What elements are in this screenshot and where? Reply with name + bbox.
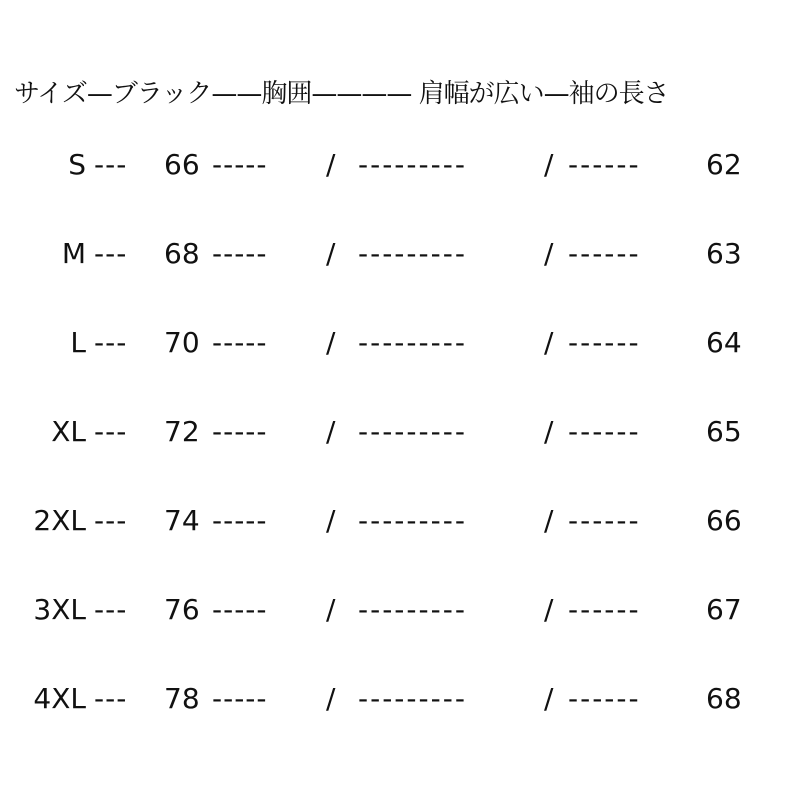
separator-dashes: ------ [568, 237, 641, 270]
chest-value: 74 [164, 504, 200, 537]
separator-dashes: ----- [212, 593, 268, 626]
separator-dashes: ----- [212, 504, 268, 537]
separator-dashes: ----- [212, 682, 268, 715]
size-label: 4XL [33, 682, 86, 715]
shoulder-value: / [326, 415, 336, 448]
separator-dashes: --- [94, 682, 128, 715]
size-row-l [0, 323, 800, 363]
size-row-m [0, 234, 800, 274]
separator-dashes: ------ [568, 148, 641, 181]
separator-dashes: --------- [358, 237, 467, 270]
shoulder-value: / [326, 682, 336, 715]
shoulder-alt-value: / [544, 593, 554, 626]
size-label: XL [51, 415, 86, 448]
chest-value: 72 [164, 415, 200, 448]
shoulder-value: / [326, 593, 336, 626]
chest-value: 76 [164, 593, 200, 626]
separator-dashes: --- [94, 237, 128, 270]
separator-dashes: ----- [212, 148, 268, 181]
separator-dashes: --------- [358, 326, 467, 359]
sleeve-value: 62 [706, 148, 742, 181]
shoulder-alt-value: / [544, 504, 554, 537]
sleeve-value: 64 [706, 326, 742, 359]
size-row-4xl [0, 679, 800, 719]
chest-value: 78 [164, 682, 200, 715]
size-label: L [70, 326, 86, 359]
size-label: M [61, 237, 86, 270]
separator-dashes: --- [94, 504, 128, 537]
size-label: 2XL [33, 504, 86, 537]
shoulder-alt-value: / [544, 148, 554, 181]
separator-dashes: ----- [212, 415, 268, 448]
separator-dashes: --- [94, 148, 128, 181]
separator-dashes: --- [94, 326, 128, 359]
separator-dashes: --------- [358, 415, 467, 448]
chest-value: 70 [164, 326, 200, 359]
size-row-2xl [0, 501, 800, 541]
chest-value: 68 [164, 237, 200, 270]
shoulder-alt-value: / [544, 326, 554, 359]
shoulder-value: / [326, 237, 336, 270]
separator-dashes: ------ [568, 682, 641, 715]
separator-dashes: --------- [358, 148, 467, 181]
separator-dashes: ------ [568, 504, 641, 537]
separator-dashes: --------- [358, 504, 467, 537]
separator-dashes: ------ [568, 326, 641, 359]
separator-dashes: --- [94, 415, 128, 448]
shoulder-alt-value: / [544, 415, 554, 448]
separator-dashes: ----- [212, 237, 268, 270]
sleeve-value: 65 [706, 415, 742, 448]
size-row-3xl [0, 590, 800, 630]
size-row-xl [0, 412, 800, 452]
separator-dashes: ------ [568, 415, 641, 448]
sleeve-value: 66 [706, 504, 742, 537]
separator-dashes: --------- [358, 682, 467, 715]
shoulder-value: / [326, 504, 336, 537]
sleeve-value: 63 [706, 237, 742, 270]
shoulder-alt-value: / [544, 682, 554, 715]
shoulder-alt-value: / [544, 237, 554, 270]
separator-dashes: ------ [568, 593, 641, 626]
size-chart-header: サイズ—ブラック——胸囲———— 肩幅が広い—袖の長さ [14, 79, 669, 109]
separator-dashes: ----- [212, 326, 268, 359]
chest-value: 66 [164, 148, 200, 181]
separator-dashes: --------- [358, 593, 467, 626]
separator-dashes: --- [94, 593, 128, 626]
shoulder-value: / [326, 326, 336, 359]
size-row-s [0, 145, 800, 185]
sleeve-value: 68 [706, 682, 742, 715]
size-label: S [68, 148, 86, 181]
shoulder-value: / [326, 148, 336, 181]
size-label: 3XL [33, 593, 86, 626]
sleeve-value: 67 [706, 593, 742, 626]
